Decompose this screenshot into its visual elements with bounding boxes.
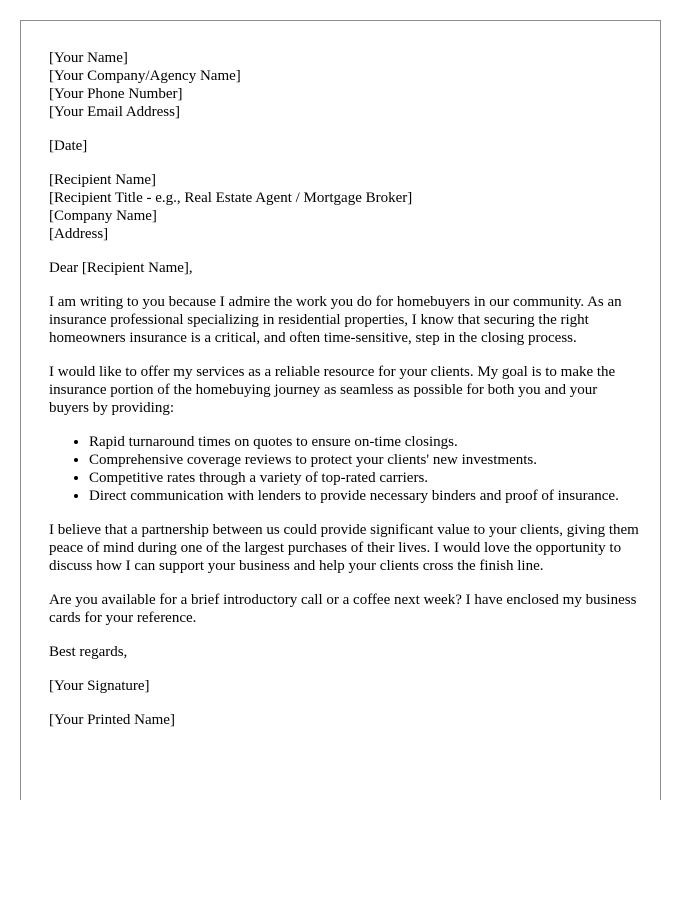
date-block: [49, 137, 639, 155]
sender-email: [Your Email Address]: [49, 104, 180, 120]
salutation: Dear [Recipient Name],: [49, 260, 193, 276]
list-item: • Rapid turnaround times on quotes to ensure on-time closings.: [89, 433, 639, 451]
sender-block: [49, 49, 639, 121]
list-item: • Direct communication with lenders to provide necessary binders and proof of insurance.: [89, 487, 639, 505]
letter-page: [20, 20, 661, 800]
sender-phone: [Your Phone Number]: [49, 86, 183, 102]
sender-company: [Your Company/Agency Name]: [49, 68, 241, 84]
list-item: • Comprehensive coverage reviews to protect your clients' new investments.: [89, 451, 639, 469]
recipient-title: [Recipient Title - e.g., Real Estate Agent / Mortgage Broker]: [49, 190, 413, 206]
sender-name: [Your Name]: [49, 50, 128, 66]
recipient-address: [Address]: [49, 226, 109, 242]
letter-content: [49, 49, 639, 745]
recipient-block: [49, 171, 639, 243]
closing: Best regards,: [49, 644, 128, 660]
body-paragraph: I am writing to you because I admire the work you do for homebuyers in our community. As an insurance professional specializing in residential properties, I know that securing the right homeowners insurance is a critical, and often time-sensitive, step in the closing process.: [49, 294, 622, 346]
body-paragraph: I would like to offer my services as a reliable resource for your clients. My goal is to make the insurance portion of the homebuying journey as seamless as possible for both you and your buyers by providing:: [49, 364, 616, 416]
recipient-company: [Company Name]: [49, 208, 157, 224]
recipient-name: [Recipient Name]: [49, 172, 157, 188]
printed-name: [Your Printed Name]: [49, 712, 175, 728]
list-item: • Competitive rates through a variety of top-rated carriers.: [89, 469, 639, 487]
body-paragraph: I believe that a partnership between us could provide significant value to your clients, giving them peace of mind during one of the largest purchases of their lives. I would love the opportunity to discuss how I can support your business and help your clients cross the finish line.: [49, 522, 639, 574]
services-list: [49, 433, 639, 505]
signature: [Your Signature]: [49, 678, 150, 694]
letter-date: [Date]: [49, 138, 88, 154]
body-paragraph: Are you available for a brief introductory call or a coffee next week? I have enclosed my business cards for your reference.: [49, 592, 637, 626]
